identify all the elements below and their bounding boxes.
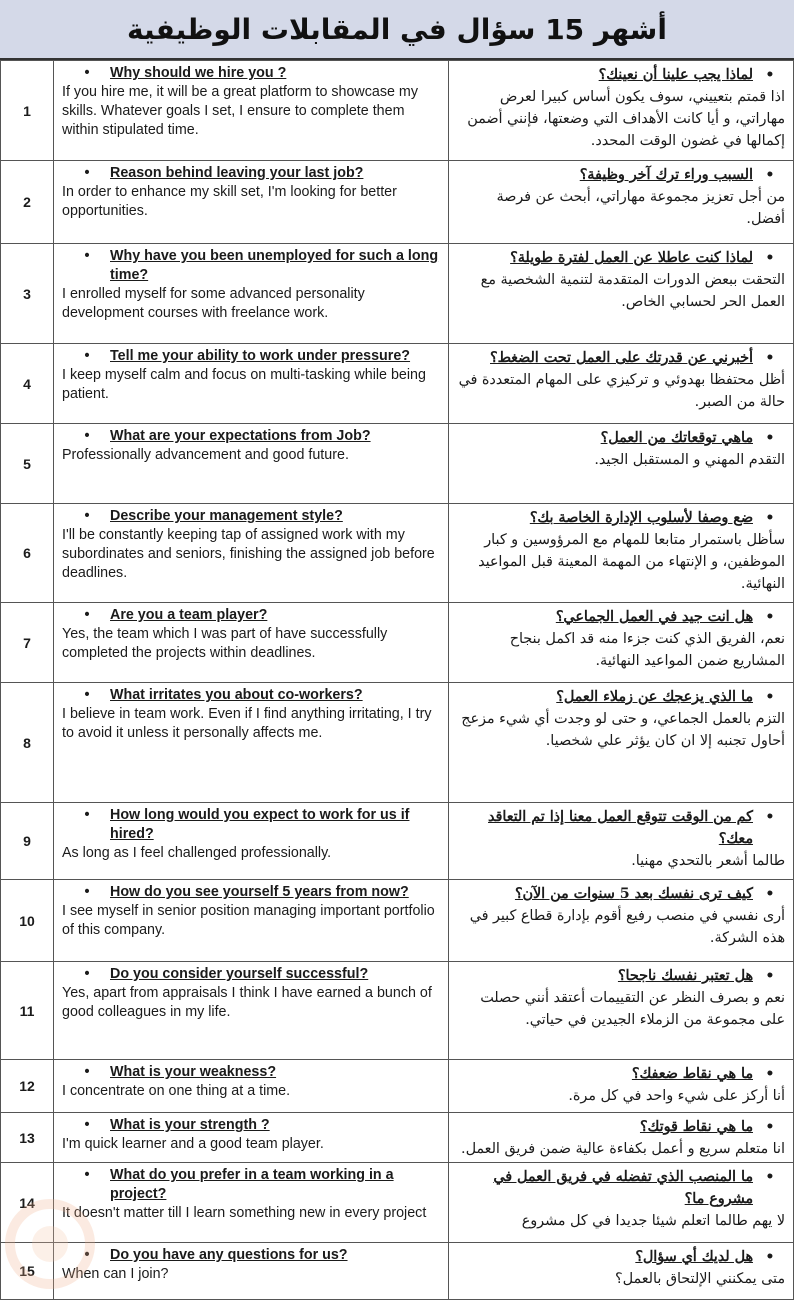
arabic-cell	[449, 161, 794, 244]
bullet-icon: •	[84, 65, 90, 81]
english-question-text: How long would you expect to work for us if hired?	[110, 807, 410, 842]
english-question	[62, 427, 442, 446]
table-row	[1, 603, 794, 683]
question-number: 8	[1, 683, 54, 803]
arabic-answer: سأظل باستمرار متابعا للمهام مع المرؤوسين و كبار الموظفين، و الإنتهاء من المهمة المعينة قبل المواعيد النهائية.	[478, 532, 785, 592]
arabic-cell	[449, 61, 794, 161]
arabic-cell	[449, 424, 794, 504]
question-number: 15	[1, 1243, 54, 1300]
arabic-question-text: ما هي نقاط قوتك؟	[639, 1119, 753, 1135]
bullet-icon: •	[765, 1249, 775, 1265]
english-answer: As long as I feel challenged professionally.	[62, 845, 332, 861]
table-row	[1, 344, 794, 424]
qa-table	[0, 60, 794, 1300]
arabic-question-text: كم من الوقت تتوقع العمل معنا إذا تم التعاقد معك؟	[488, 809, 753, 847]
english-question	[62, 606, 442, 625]
english-question-text: What is your strength ?	[110, 1117, 270, 1133]
bullet-icon: •	[765, 250, 775, 266]
english-answer: I see myself in senior position managing important portfolio of this company.	[62, 903, 435, 938]
english-cell	[54, 962, 449, 1060]
english-question	[62, 347, 442, 366]
question-number: 2	[1, 161, 54, 244]
arabic-question-text: هل انت جيد في العمل الجماعي؟	[555, 609, 753, 625]
bullet-icon: •	[765, 510, 775, 526]
question-number: 4	[1, 344, 54, 424]
arabic-question-text: أخبرني عن قدرتك على العمل تحت الضغط؟	[490, 350, 753, 366]
english-cell	[54, 61, 449, 161]
bullet-icon: •	[765, 1119, 775, 1135]
english-question-text: What do you prefer in a team working in a project?	[110, 1167, 394, 1202]
english-answer: If you hire me, it will be a great platform to showcase my skills. Whatever goals I set, I ensure to complete them within stipulated time.	[62, 84, 418, 138]
arabic-question-text: لماذا كنت عاطلا عن العمل لفترة طويلة؟	[510, 250, 753, 266]
arabic-question-text: هل لديك أي سؤال؟	[635, 1249, 753, 1265]
english-question-text: Are you a team player?	[110, 607, 268, 623]
arabic-cell	[449, 603, 794, 683]
question-number: 6	[1, 504, 54, 603]
english-question	[62, 686, 442, 705]
table-row	[1, 683, 794, 803]
arabic-question	[457, 507, 785, 529]
arabic-cell	[449, 1113, 794, 1163]
arabic-answer: انا متعلم سريع و أعمل بكفاءة عالية ضمن فريق العمل.	[461, 1141, 785, 1157]
english-question-text: Tell me your ability to work under pressure?	[110, 348, 411, 364]
arabic-answer: اذا قمتم بتعييني، سوف يكون أساس كبيرا لعرض مهاراتي، و أيا كانت الأهداف التي وضعتها، فإنني أضمن إكمالها في غضون الوقت المحدد.	[467, 89, 785, 149]
arabic-question	[457, 164, 785, 186]
english-question	[62, 806, 442, 844]
table-row	[1, 803, 794, 880]
bullet-icon: •	[84, 1064, 90, 1080]
english-question	[62, 247, 442, 285]
table-row	[1, 504, 794, 603]
arabic-answer: لا يهم طالما اتعلم شيئا جديدا في كل مشروع	[521, 1213, 785, 1229]
english-cell	[54, 1060, 449, 1113]
english-cell	[54, 244, 449, 344]
english-question	[62, 64, 442, 83]
arabic-cell	[449, 962, 794, 1060]
bullet-icon: •	[765, 430, 775, 446]
arabic-answer: من أجل تعزيز مجموعة مهاراتي، أبحث عن فرصة أفضل.	[496, 189, 785, 227]
english-question	[62, 883, 442, 902]
english-answer: Yes, apart from appraisals I think I have earned a bunch of good colleagues in my life.	[62, 985, 432, 1020]
question-number: 9	[1, 803, 54, 880]
english-answer: I believe in team work. Even if I find anything irritating, I try to avoid it unless it personally affects me.	[62, 706, 432, 741]
english-question	[62, 164, 442, 183]
arabic-cell	[449, 1243, 794, 1300]
question-number: 3	[1, 244, 54, 344]
bullet-icon: •	[765, 689, 775, 705]
bullet-icon: •	[84, 428, 90, 444]
english-answer: I concentrate on one thing at a time.	[62, 1083, 291, 1099]
arabic-answer: التزم بالعمل الجماعي، و حتى لو وجدت أي شيء مزعج أحاول تجنبه إلا ان كان يؤثر علي شخصيا.	[461, 711, 785, 749]
arabic-question-text: السبب وراء ترك آخر وظيفة؟	[579, 167, 753, 183]
english-answer: Yes, the team which I was part of have successfully completed the projects within deadlines.	[62, 626, 388, 661]
english-question	[62, 507, 442, 526]
english-question-text: Why should we hire you ?	[110, 65, 287, 81]
watermark-logo	[0, 1149, 120, 1299]
bullet-icon: •	[84, 807, 90, 823]
bullet-icon: •	[84, 248, 90, 264]
english-question	[62, 1116, 442, 1135]
bullet-icon: •	[765, 968, 775, 984]
english-cell	[54, 603, 449, 683]
question-number: 1	[1, 61, 54, 161]
bullet-icon: •	[84, 348, 90, 364]
question-number: 11	[1, 962, 54, 1060]
arabic-question-text: كيف ترى نفسك بعد 5 سنوات من الآن؟	[514, 886, 753, 902]
arabic-answer: أظل محتفظا بهدوئي و تركيزي على المهام المتعددة في حالة من الصبر.	[458, 372, 785, 410]
arabic-question-text: هل تعتبر نفسك ناجحا؟	[617, 968, 753, 984]
table-row	[1, 424, 794, 504]
arabic-question	[457, 1166, 785, 1210]
question-number: 5	[1, 424, 54, 504]
qa-table-body	[1, 61, 794, 1300]
table-row	[1, 962, 794, 1060]
english-answer: Professionally advancement and good future.	[62, 447, 349, 463]
bullet-icon: •	[765, 809, 775, 825]
bullet-icon: •	[765, 609, 775, 625]
table-row	[1, 244, 794, 344]
english-cell	[54, 504, 449, 603]
arabic-answer: متى يمكنني الإلتحاق بالعمل؟	[615, 1271, 785, 1287]
arabic-question	[457, 347, 785, 369]
page-title: أشهر 15 سؤال في المقابلات الوظيفية	[0, 0, 794, 60]
arabic-cell	[449, 1060, 794, 1113]
arabic-cell	[449, 880, 794, 962]
bullet-icon: •	[84, 1117, 90, 1133]
english-question-text: What are your expectations from Job?	[110, 428, 371, 444]
english-cell	[54, 344, 449, 424]
english-answer: I'll be constantly keeping tap of assigned work with my subordinates and seniors, finishing the assigned job before deadlines.	[62, 527, 435, 581]
arabic-cell	[449, 1163, 794, 1243]
bullet-icon: •	[84, 508, 90, 524]
arabic-answer: نعم و بصرف النظر عن التقييمات أعتقد أنني حصلت على مجموعة من الزملاء الجيدين في حياتي.	[480, 990, 785, 1028]
bullet-icon: •	[765, 886, 775, 902]
question-number: 10	[1, 880, 54, 962]
bullet-icon: •	[84, 1247, 90, 1263]
english-question	[62, 965, 442, 984]
arabic-answer: التقدم المهني و المستقبل الجيد.	[594, 452, 785, 468]
table-row	[1, 880, 794, 962]
arabic-question	[457, 883, 785, 905]
arabic-question	[457, 686, 785, 708]
arabic-answer: أنا أركز على شيء واحد في كل مرة.	[568, 1088, 785, 1104]
english-question-text: Why have you been unemployed for such a long time?	[110, 248, 439, 283]
arabic-cell	[449, 683, 794, 803]
bullet-icon: •	[84, 966, 90, 982]
table-row	[1, 1060, 794, 1113]
english-question-text: How do you see yourself 5 years from now?	[110, 884, 409, 900]
arabic-question	[457, 965, 785, 987]
english-question-text: Do you have any questions for us?	[110, 1247, 348, 1263]
arabic-cell	[449, 244, 794, 344]
english-answer: It doesn't matter till I learn something new in every project	[62, 1205, 427, 1221]
english-question-text: What irritates you about co-workers?	[110, 687, 363, 703]
arabic-question	[457, 806, 785, 850]
arabic-question	[457, 1063, 785, 1085]
bullet-icon: •	[765, 167, 775, 183]
arabic-question-text: لماذا يجب علينا أن نعينك؟	[598, 67, 753, 83]
bullet-icon: •	[765, 350, 775, 366]
question-number: 7	[1, 603, 54, 683]
bullet-icon: •	[765, 1169, 775, 1185]
arabic-cell	[449, 344, 794, 424]
english-question	[62, 1063, 442, 1082]
question-number: 14	[1, 1163, 54, 1243]
bullet-icon: •	[84, 884, 90, 900]
english-answer: I'm quick learner and a good team player.	[62, 1136, 324, 1152]
question-number: 12	[1, 1060, 54, 1113]
arabic-question	[457, 1246, 785, 1268]
arabic-answer: نعم، الفريق الذي كنت جزءا منه قد اكمل بنجاح المشاريع ضمن المواعيد النهائية.	[509, 631, 785, 669]
arabic-cell	[449, 803, 794, 880]
english-cell	[54, 161, 449, 244]
arabic-question	[457, 64, 785, 86]
arabic-question-text: ضع وصفا لأسلوب الإدارة الخاصة بك؟	[529, 510, 753, 526]
arabic-answer: أرى نفسي في منصب رفيع أقوم بإدارة قطاع كبير في هذه الشركة.	[469, 908, 785, 946]
bullet-icon: •	[765, 1066, 775, 1082]
arabic-question	[457, 1116, 785, 1138]
english-cell	[54, 683, 449, 803]
question-number: 13	[1, 1113, 54, 1163]
english-answer: In order to enhance my skill set, I'm looking for better opportunities.	[62, 184, 397, 219]
arabic-answer: التحقت ببعض الدورات المتقدمة لتنمية الشخصية مع العمل الحر لحسابي الخاص.	[480, 272, 785, 310]
english-cell	[54, 803, 449, 880]
arabic-question	[457, 247, 785, 269]
arabic-question	[457, 427, 785, 449]
english-question-text: What is your weakness?	[110, 1064, 277, 1080]
arabic-cell	[449, 504, 794, 603]
english-question-text: Reason behind leaving your last job?	[110, 165, 364, 181]
bullet-icon: •	[84, 165, 90, 181]
bullet-icon: •	[84, 1167, 90, 1183]
bullet-icon: •	[84, 687, 90, 703]
table-row	[1, 161, 794, 244]
english-question-text: Do you consider yourself successful?	[110, 966, 369, 982]
english-answer: When can I join?	[62, 1266, 169, 1282]
english-cell	[54, 424, 449, 504]
arabic-question-text: ما هي نقاط ضعفك؟	[631, 1066, 753, 1082]
arabic-question-text: ماهي توقعاتك من العمل؟	[600, 430, 753, 446]
english-answer: I keep myself calm and focus on multi-tasking while being patient.	[62, 367, 426, 402]
english-cell	[54, 880, 449, 962]
arabic-question-text: ما الذي يزعجك عن زملاء العمل؟	[556, 689, 753, 705]
english-answer: I enrolled myself for some advanced personality development courses with freelance work.	[62, 286, 365, 321]
arabic-answer: طالما أشعر بالتحدي مهنيا.	[631, 853, 785, 869]
arabic-question-text: ما المنصب الذي تفضله في فريق العمل في مشروع ما؟	[493, 1169, 753, 1207]
table-row	[1, 61, 794, 161]
arabic-question	[457, 606, 785, 628]
bullet-icon: •	[765, 67, 775, 83]
english-question-text: Describe your management style?	[110, 508, 343, 524]
bullet-icon: •	[84, 607, 90, 623]
